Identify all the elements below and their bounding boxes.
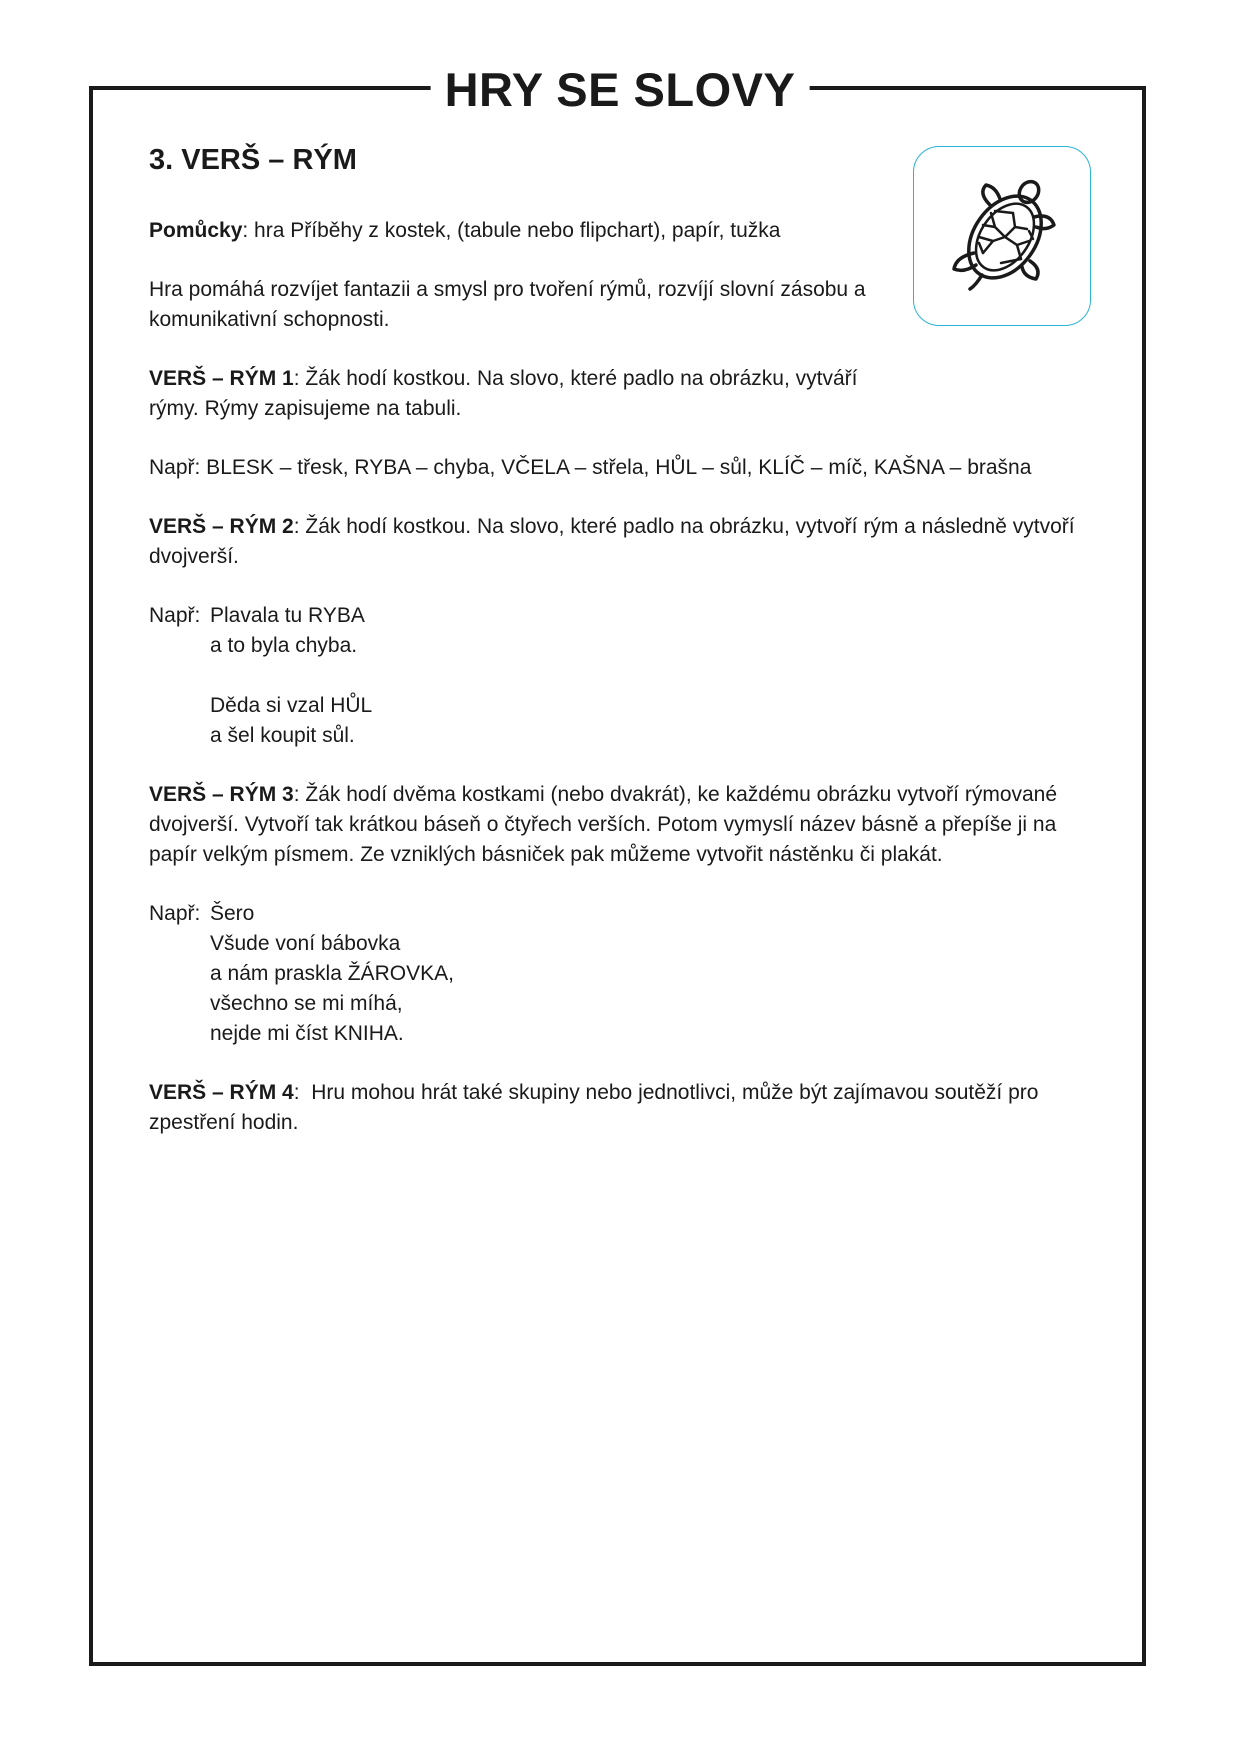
- example-label: Např:: [149, 902, 201, 925]
- poem-title: Šero: [210, 902, 255, 925]
- rhyme3-text: : Žák hodí dvěma kostkami (nebo dvakrát), ke každému obrázku vytvoří rýmované dvojverší. Vytvoří tak krátkou báseň o čtyřech verších. Potom vymyslí název básně a přepíše ji na papír velkým písmem. Ze vzniklých básniček pak můžeme vytvořit nástěnku či plakát.: [149, 783, 1058, 866]
- rhyme3-poem: [210, 899, 454, 1049]
- rhyme1-paragraph: [149, 364, 869, 424]
- rhyme3-paragraph: [149, 780, 1099, 870]
- section-title: 3. VERŠ – RÝM: [149, 144, 357, 176]
- poem-line: Plavala tu RYBA: [210, 604, 365, 627]
- rhyme1-example: Např: BLESK – třesk, RYBA – chyba, VČELA – střela, HŮL – sůl, KLÍČ – míč, KAŠNA – brašna: [149, 456, 1032, 479]
- tools-text: : hra Příběhy z kostek, (tabule nebo flipchart), papír, tužka: [242, 219, 781, 242]
- poem-line: a šel koupit sůl.: [210, 724, 355, 747]
- rhyme2-stanzas: [210, 601, 372, 751]
- poem-line: a to byla chyba.: [210, 634, 358, 657]
- rhyme1-label: VERŠ – RÝM 1: [149, 367, 294, 390]
- poem-line: Všude voní bábovka: [210, 932, 401, 955]
- rhyme1-text: : Žák hodí kostkou. Na slovo, které padlo na obrázku, vytváří rýmy. Rýmy zapisujeme na tabuli.: [149, 367, 858, 420]
- rhyme2-label: VERŠ – RÝM 2: [149, 515, 294, 538]
- example-label: Např:: [149, 604, 201, 627]
- page-title: HRY SE SLOVY: [431, 58, 810, 122]
- poem-line: nejde mi číst KNIHA.: [210, 1022, 404, 1045]
- poem-line: všechno se mi míhá,: [210, 992, 403, 1015]
- poem-line: a nám praskla ŽÁROVKA,: [210, 962, 454, 985]
- tools-label: Pomůcky: [149, 219, 243, 242]
- tools-paragraph: [149, 216, 869, 246]
- rhyme2-paragraph: [149, 512, 1099, 572]
- rhyme3-label: VERŠ – RÝM 3: [149, 783, 294, 806]
- rhyme4-label: VERŠ – RÝM 4: [149, 1081, 294, 1104]
- rhyme2-text: : Žák hodí kostkou. Na slovo, které padlo na obrázku, vytvoří rým a následně vytvoří dvojverší.: [149, 515, 1075, 568]
- rhyme4-text: : Hru mohou hrát také skupiny nebo jednotlivci, může být zajímavou soutěží pro zpestření hodin.: [149, 1081, 1045, 1134]
- rhyme2-example: [149, 601, 1099, 751]
- content: [149, 140, 1099, 1167]
- rhyme3-example: [149, 899, 1099, 1049]
- intro-paragraph: Hra pomáhá rozvíjet fantazii a smysl pro tvoření rýmů, rozvíjí slovní zásobu a komunikativní schopnosti.: [149, 278, 866, 331]
- poem-line: Děda si vzal HŮL: [210, 694, 373, 717]
- rhyme4-paragraph: [149, 1078, 1099, 1138]
